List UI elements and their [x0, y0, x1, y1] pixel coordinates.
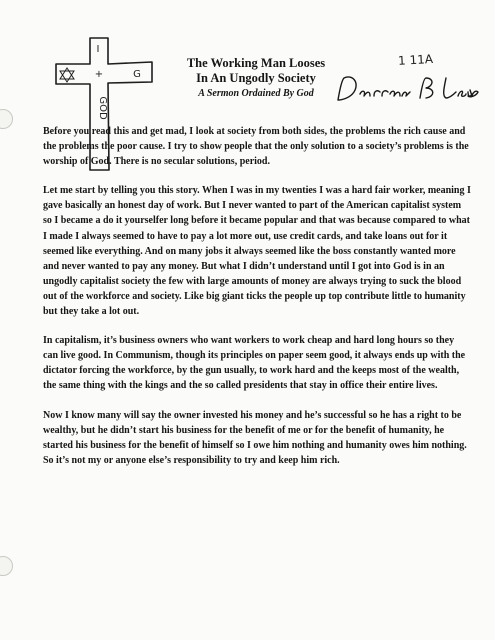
paragraph: Let me start by telling you this story. When I was in my twenties I was a hard fair worker, meaning I gave basically an honest day of work. But I never wanted to part of the American capitalist system so I became a do it yourselfer long before it became popular and that was because compared to what I made I always seemed to have to pay a lot more out, use credit cards, and take loans out for it seemed like everything. And on many jobs it always seemed like the boss constantly wanted more and never wanted to pay any money. But what I didn’t understand until I got into God is in an ungodly capitalist society the few with large amounts of money are always trying to suck the blood out of the workforce and society. Like big giant ticks the people up top contribute little to humanity but they take a lot out.	[43, 185, 471, 318]
title-block	[166, 56, 346, 101]
paragraph: Now I know many will say the owner invested his money and he’s successful so he has a right to be wealthy, but he didn’t start his business for the benefit of me or for the benefit of humanity, he started his business for the benefit of himself so I owe him nothing and humanity owes him nothing. So it’s not my or anyone else’s responsibility to try and keep him rich.	[43, 409, 467, 466]
handwritten-page-number: 1 11A	[397, 52, 434, 68]
star-of-david-icon	[60, 68, 74, 82]
cross-bottom-word: GOD	[97, 96, 108, 120]
sermon-body	[43, 124, 471, 482]
page-subtitle: A Sermon Ordained By God	[198, 88, 314, 99]
page-title-line-1: The Working Man Looses	[186, 56, 326, 70]
cross-right-letter: G	[133, 69, 141, 80]
cross-middle-letter: +	[94, 69, 104, 80]
page-title-line-2: In An Ungodly Society	[196, 71, 316, 85]
punch-hole-bottom	[0, 556, 13, 576]
handwritten-signature	[330, 70, 480, 110]
cross-top-letter: I	[96, 44, 100, 55]
punch-hole-top	[0, 109, 13, 129]
paragraph: Before you read this and get mad, I look at society from both sides, the problems the rich cause and the problems the poor cause. I try to show people that the only solution to a society’s problems is the worship of God. There is no secular solutions, period.	[43, 126, 469, 168]
paragraph: In capitalism, it’s business owners who want workers to work cheap and hard long hours so they can live good. In Communism, though its principles on paper seem good, it always ends up with the dictator forcing the workforce, by the gun usually, to work hard and the keeps most of the wealth, the same thing with the kings and the so called presidents that stay in office their entire lives.	[43, 335, 466, 392]
